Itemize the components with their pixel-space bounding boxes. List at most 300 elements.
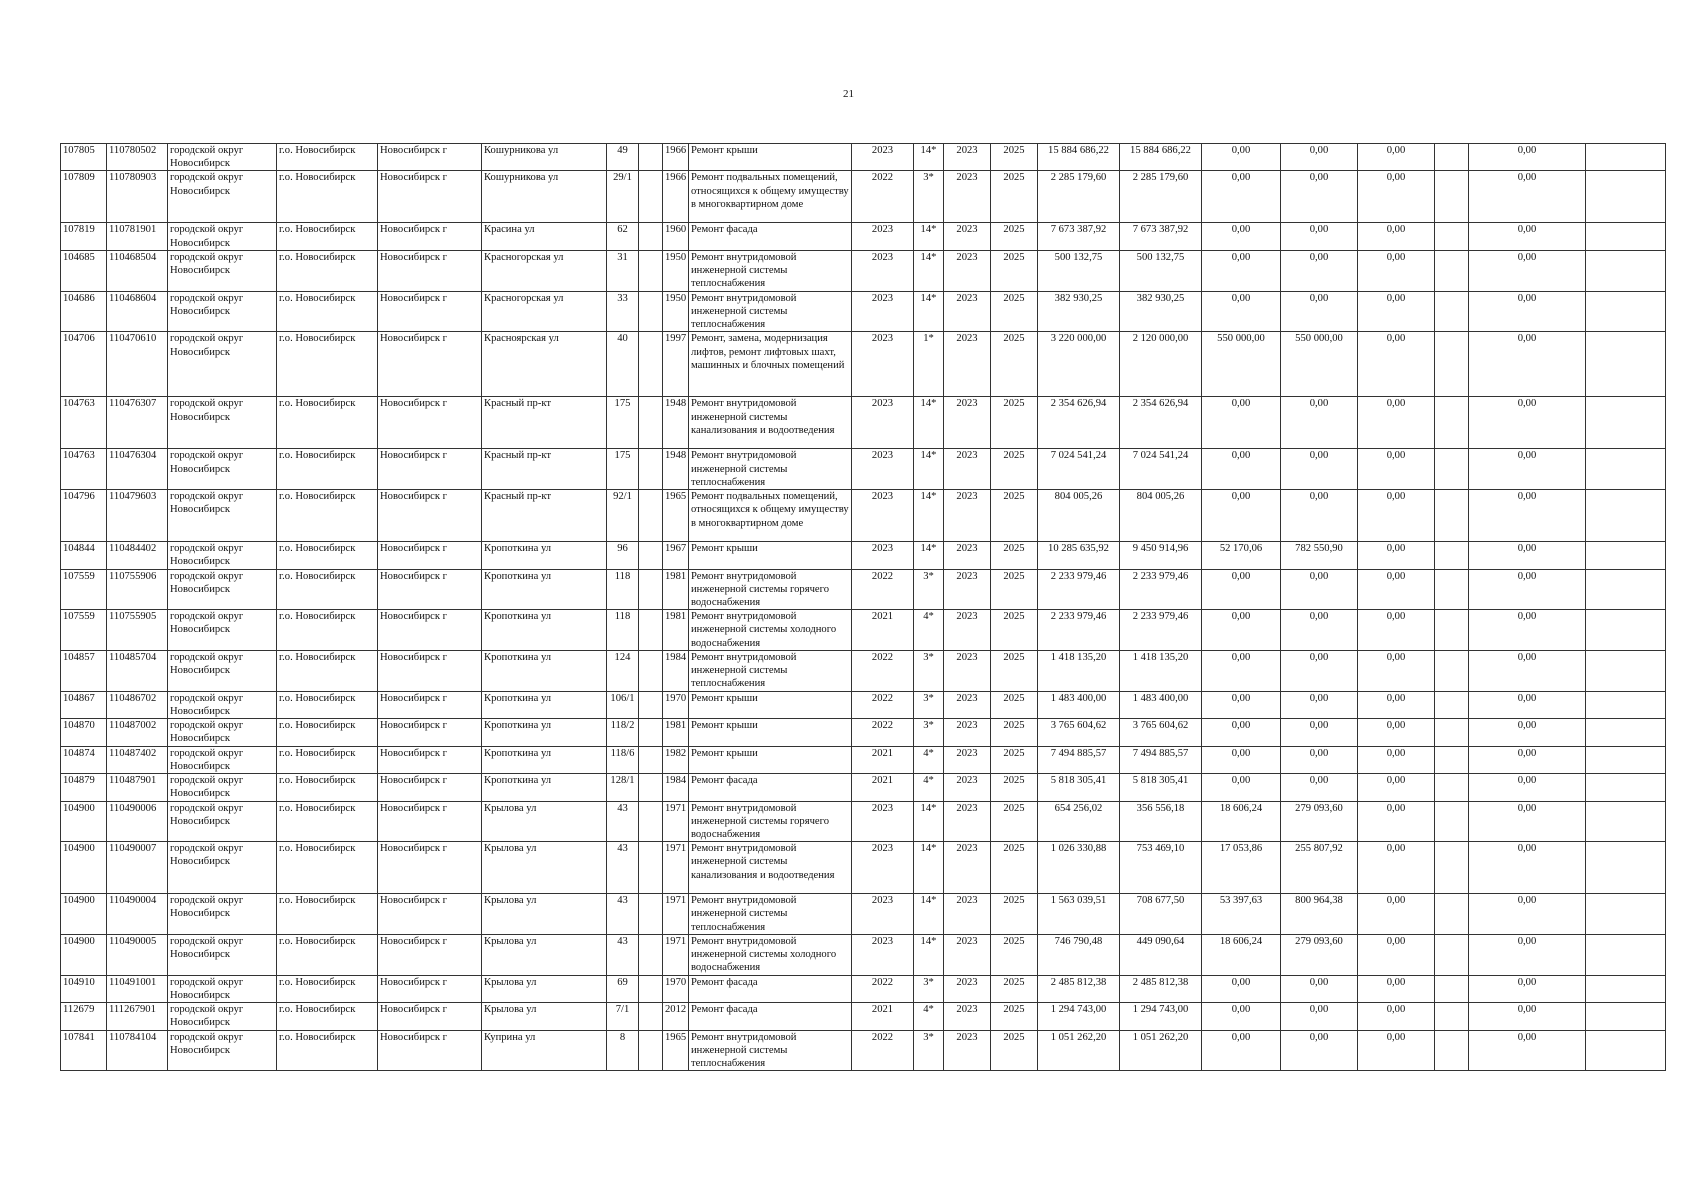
cell-note-code: 14* <box>914 397 944 449</box>
cell-building-extra <box>639 934 663 975</box>
cell-budget-cost-a: 0,00 <box>1202 1003 1281 1030</box>
cell-year-built: 1948 <box>663 397 689 449</box>
cell-fund-cost: 2 233 979,46 <box>1120 610 1202 651</box>
cell-record-id: 110755906 <box>107 569 168 610</box>
cell-house-id: 104857 <box>61 650 107 691</box>
table-row <box>61 1003 1666 1030</box>
cell-street: Крылова ул <box>482 934 607 975</box>
cell-street: Кропоткина ул <box>482 569 607 610</box>
cell-record-id: 110476304 <box>107 449 168 490</box>
cell-work-type: Ремонт внутридомовой инженерной системы канализования и водоотведения <box>689 397 852 449</box>
cell-budget-cost-b: 0,00 <box>1281 569 1358 610</box>
cell-total-cost: 2 233 979,46 <box>1038 569 1120 610</box>
cell-other-cost-c: 0,00 <box>1469 934 1586 975</box>
cell-start-year: 2023 <box>944 1030 991 1071</box>
cell-budget-cost-b: 0,00 <box>1281 1003 1358 1030</box>
cell-fund-cost: 7 494 885,57 <box>1120 746 1202 773</box>
cell-house-id: 104685 <box>61 250 107 291</box>
cell-house-id: 104900 <box>61 801 107 842</box>
cell-end-year: 2025 <box>991 934 1038 975</box>
cell-building-extra <box>639 842 663 894</box>
cell-other-cost-b <box>1435 842 1469 894</box>
cell-building-extra <box>639 569 663 610</box>
cell-record-id: 110487901 <box>107 774 168 801</box>
cell-total-cost: 654 256,02 <box>1038 801 1120 842</box>
cell-building-extra <box>639 397 663 449</box>
cell-year-built: 1965 <box>663 490 689 542</box>
cell-start-year: 2023 <box>944 332 991 397</box>
cell-total-cost: 2 354 626,94 <box>1038 397 1120 449</box>
cell-year-built: 1971 <box>663 934 689 975</box>
cell-planned-year: 2021 <box>852 1003 914 1030</box>
cell-note-code: 14* <box>914 223 944 250</box>
cell-building-extra <box>639 894 663 935</box>
cell-total-cost: 1 026 330,88 <box>1038 842 1120 894</box>
cell-total-cost: 15 884 686,22 <box>1038 144 1120 171</box>
cell-house-id: 107819 <box>61 223 107 250</box>
cell-start-year: 2023 <box>944 1003 991 1030</box>
cell-house-number: 118 <box>607 610 639 651</box>
cell-extra <box>1586 449 1666 490</box>
cell-extra <box>1586 542 1666 569</box>
cell-work-type: Ремонт крыши <box>689 144 852 171</box>
cell-extra <box>1586 719 1666 746</box>
cell-fund-cost: 449 090,64 <box>1120 934 1202 975</box>
cell-city: Новосибирск г <box>378 332 482 397</box>
cell-budget-cost-b: 0,00 <box>1281 171 1358 223</box>
cell-fund-cost: 1 418 135,20 <box>1120 650 1202 691</box>
cell-budget-cost-b: 550 000,00 <box>1281 332 1358 397</box>
cell-street: Кропоткина ул <box>482 746 607 773</box>
cell-municipality: городской округ Новосибирск <box>168 1003 277 1030</box>
cell-other-cost-a: 0,00 <box>1358 1003 1435 1030</box>
cell-municipality: городской округ Новосибирск <box>168 719 277 746</box>
cell-record-id: 110781901 <box>107 223 168 250</box>
cell-building-extra <box>639 542 663 569</box>
cell-other-cost-c: 0,00 <box>1469 774 1586 801</box>
cell-city: Новосибирск г <box>378 691 482 718</box>
cell-municipality: городской округ Новосибирск <box>168 774 277 801</box>
cell-fund-cost: 5 818 305,41 <box>1120 774 1202 801</box>
cell-total-cost: 10 285 635,92 <box>1038 542 1120 569</box>
cell-total-cost: 2 233 979,46 <box>1038 610 1120 651</box>
cell-municipal-short: г.о. Новосибирск <box>277 490 378 542</box>
cell-city: Новосибирск г <box>378 774 482 801</box>
cell-building-extra <box>639 719 663 746</box>
cell-year-built: 1971 <box>663 842 689 894</box>
cell-work-type: Ремонт внутридомовой инженерной системы теплоснабжения <box>689 250 852 291</box>
cell-planned-year: 2021 <box>852 610 914 651</box>
cell-work-type: Ремонт внутридомовой инженерной системы горячего водоснабжения <box>689 801 852 842</box>
cell-other-cost-c: 0,00 <box>1469 746 1586 773</box>
cell-other-cost-c: 0,00 <box>1469 975 1586 1002</box>
cell-total-cost: 1 294 743,00 <box>1038 1003 1120 1030</box>
cell-house-id: 104867 <box>61 691 107 718</box>
cell-end-year: 2025 <box>991 1030 1038 1071</box>
cell-other-cost-c: 0,00 <box>1469 894 1586 935</box>
cell-extra <box>1586 1003 1666 1030</box>
cell-budget-cost-b: 0,00 <box>1281 397 1358 449</box>
cell-end-year: 2025 <box>991 397 1038 449</box>
cell-budget-cost-a: 0,00 <box>1202 291 1281 332</box>
cell-note-code: 14* <box>914 490 944 542</box>
cell-house-number: 43 <box>607 842 639 894</box>
cell-planned-year: 2023 <box>852 223 914 250</box>
cell-extra <box>1586 291 1666 332</box>
cell-municipality: городской округ Новосибирск <box>168 542 277 569</box>
cell-street: Кропоткина ул <box>482 542 607 569</box>
table-row <box>61 650 1666 691</box>
cell-street: Крылова ул <box>482 1003 607 1030</box>
cell-budget-cost-a: 0,00 <box>1202 449 1281 490</box>
cell-total-cost: 7 494 885,57 <box>1038 746 1120 773</box>
cell-note-code: 4* <box>914 1003 944 1030</box>
cell-street: Красный пр-кт <box>482 397 607 449</box>
cell-other-cost-c: 0,00 <box>1469 332 1586 397</box>
cell-work-type: Ремонт внутридомовой инженерной системы теплоснабжения <box>689 449 852 490</box>
cell-record-id: 110490007 <box>107 842 168 894</box>
cell-other-cost-b <box>1435 569 1469 610</box>
cell-planned-year: 2023 <box>852 332 914 397</box>
cell-budget-cost-a: 52 170,06 <box>1202 542 1281 569</box>
cell-work-type: Ремонт крыши <box>689 746 852 773</box>
table-body <box>61 144 1666 1071</box>
cell-municipality: городской округ Новосибирск <box>168 975 277 1002</box>
cell-street: Кропоткина ул <box>482 610 607 651</box>
cell-year-built: 1950 <box>663 291 689 332</box>
cell-municipal-short: г.о. Новосибирск <box>277 894 378 935</box>
cell-record-id: 110486702 <box>107 691 168 718</box>
cell-municipal-short: г.о. Новосибирск <box>277 397 378 449</box>
cell-year-built: 1984 <box>663 774 689 801</box>
cell-work-type: Ремонт внутридомовой инженерной системы теплоснабжения <box>689 894 852 935</box>
cell-municipal-short: г.о. Новосибирск <box>277 719 378 746</box>
cell-budget-cost-a: 0,00 <box>1202 144 1281 171</box>
cell-building-extra <box>639 1003 663 1030</box>
cell-house-number: 175 <box>607 397 639 449</box>
cell-fund-cost: 15 884 686,22 <box>1120 144 1202 171</box>
cell-note-code: 14* <box>914 144 944 171</box>
cell-note-code: 3* <box>914 691 944 718</box>
cell-house-number: 92/1 <box>607 490 639 542</box>
cell-building-extra <box>639 449 663 490</box>
cell-total-cost: 804 005,26 <box>1038 490 1120 542</box>
cell-other-cost-a: 0,00 <box>1358 610 1435 651</box>
cell-start-year: 2023 <box>944 144 991 171</box>
cell-other-cost-c: 0,00 <box>1469 397 1586 449</box>
cell-house-id: 104900 <box>61 934 107 975</box>
cell-year-built: 1970 <box>663 691 689 718</box>
cell-street: Куприна ул <box>482 1030 607 1071</box>
cell-record-id: 110491001 <box>107 975 168 1002</box>
cell-other-cost-a: 0,00 <box>1358 332 1435 397</box>
cell-other-cost-b <box>1435 171 1469 223</box>
cell-work-type: Ремонт крыши <box>689 542 852 569</box>
cell-city: Новосибирск г <box>378 171 482 223</box>
cell-city: Новосибирск г <box>378 650 482 691</box>
cell-budget-cost-a: 0,00 <box>1202 746 1281 773</box>
cell-planned-year: 2022 <box>852 569 914 610</box>
cell-note-code: 1* <box>914 332 944 397</box>
cell-house-number: 69 <box>607 975 639 1002</box>
cell-city: Новосибирск г <box>378 719 482 746</box>
cell-municipality: городской округ Новосибирск <box>168 144 277 171</box>
cell-other-cost-b <box>1435 490 1469 542</box>
cell-other-cost-a: 0,00 <box>1358 691 1435 718</box>
cell-start-year: 2023 <box>944 894 991 935</box>
cell-budget-cost-b: 0,00 <box>1281 1030 1358 1071</box>
cell-budget-cost-a: 17 053,86 <box>1202 842 1281 894</box>
cell-budget-cost-b: 255 807,92 <box>1281 842 1358 894</box>
cell-municipality: городской округ Новосибирск <box>168 171 277 223</box>
cell-house-id: 104874 <box>61 746 107 773</box>
table-row <box>61 223 1666 250</box>
cell-municipality: городской округ Новосибирск <box>168 1030 277 1071</box>
cell-other-cost-a: 0,00 <box>1358 1030 1435 1071</box>
cell-municipal-short: г.о. Новосибирск <box>277 223 378 250</box>
cell-budget-cost-b: 279 093,60 <box>1281 934 1358 975</box>
cell-city: Новосибирск г <box>378 569 482 610</box>
cell-city: Новосибирск г <box>378 801 482 842</box>
cell-other-cost-b <box>1435 650 1469 691</box>
cell-record-id: 110755905 <box>107 610 168 651</box>
cell-city: Новосибирск г <box>378 449 482 490</box>
cell-house-id: 104900 <box>61 842 107 894</box>
cell-fund-cost: 708 677,50 <box>1120 894 1202 935</box>
cell-work-type: Ремонт, замена, модернизация лифтов, ремонт лифтовых шахт, машинных и блочных помещений <box>689 332 852 397</box>
cell-house-id: 104796 <box>61 490 107 542</box>
cell-budget-cost-a: 0,00 <box>1202 223 1281 250</box>
cell-total-cost: 1 563 039,51 <box>1038 894 1120 935</box>
cell-total-cost: 1 483 400,00 <box>1038 691 1120 718</box>
cell-extra <box>1586 223 1666 250</box>
cell-end-year: 2025 <box>991 542 1038 569</box>
cell-budget-cost-a: 0,00 <box>1202 250 1281 291</box>
cell-building-extra <box>639 650 663 691</box>
cell-municipality: городской округ Новосибирск <box>168 934 277 975</box>
cell-year-built: 1965 <box>663 1030 689 1071</box>
cell-start-year: 2023 <box>944 719 991 746</box>
cell-fund-cost: 2 120 000,00 <box>1120 332 1202 397</box>
cell-city: Новосибирск г <box>378 934 482 975</box>
cell-city: Новосибирск г <box>378 746 482 773</box>
cell-building-extra <box>639 746 663 773</box>
cell-other-cost-a: 0,00 <box>1358 171 1435 223</box>
cell-record-id: 110490005 <box>107 934 168 975</box>
cell-year-built: 1971 <box>663 894 689 935</box>
cell-budget-cost-a: 0,00 <box>1202 569 1281 610</box>
cell-other-cost-a: 0,00 <box>1358 291 1435 332</box>
cell-planned-year: 2023 <box>852 144 914 171</box>
cell-house-id: 104844 <box>61 542 107 569</box>
cell-work-type: Ремонт фасада <box>689 774 852 801</box>
cell-note-code: 3* <box>914 171 944 223</box>
cell-other-cost-b <box>1435 223 1469 250</box>
cell-extra <box>1586 801 1666 842</box>
cell-street: Кошурникова ул <box>482 144 607 171</box>
table-row <box>61 397 1666 449</box>
cell-fund-cost: 2 354 626,94 <box>1120 397 1202 449</box>
cell-end-year: 2025 <box>991 490 1038 542</box>
cell-note-code: 14* <box>914 291 944 332</box>
cell-planned-year: 2023 <box>852 490 914 542</box>
cell-fund-cost: 3 765 604,62 <box>1120 719 1202 746</box>
cell-start-year: 2023 <box>944 801 991 842</box>
cell-other-cost-b <box>1435 542 1469 569</box>
cell-house-number: 62 <box>607 223 639 250</box>
cell-street: Крылова ул <box>482 975 607 1002</box>
cell-other-cost-b <box>1435 1003 1469 1030</box>
cell-building-extra <box>639 975 663 1002</box>
cell-budget-cost-b: 800 964,38 <box>1281 894 1358 935</box>
cell-extra <box>1586 171 1666 223</box>
cell-total-cost: 5 818 305,41 <box>1038 774 1120 801</box>
cell-house-id: 104706 <box>61 332 107 397</box>
cell-house-number: 175 <box>607 449 639 490</box>
cell-total-cost: 7 024 541,24 <box>1038 449 1120 490</box>
cell-planned-year: 2023 <box>852 842 914 894</box>
cell-other-cost-a: 0,00 <box>1358 449 1435 490</box>
cell-other-cost-c: 0,00 <box>1469 223 1586 250</box>
cell-planned-year: 2022 <box>852 719 914 746</box>
table-row <box>61 801 1666 842</box>
cell-fund-cost: 2 233 979,46 <box>1120 569 1202 610</box>
cell-budget-cost-b: 782 550,90 <box>1281 542 1358 569</box>
cell-street: Крылова ул <box>482 801 607 842</box>
cell-planned-year: 2022 <box>852 975 914 1002</box>
cell-city: Новосибирск г <box>378 975 482 1002</box>
cell-municipal-short: г.о. Новосибирск <box>277 542 378 569</box>
cell-planned-year: 2022 <box>852 171 914 223</box>
cell-extra <box>1586 250 1666 291</box>
cell-budget-cost-a: 0,00 <box>1202 397 1281 449</box>
cell-municipal-short: г.о. Новосибирск <box>277 650 378 691</box>
cell-total-cost: 3 220 000,00 <box>1038 332 1120 397</box>
table-row <box>61 746 1666 773</box>
cell-building-extra <box>639 144 663 171</box>
cell-budget-cost-a: 0,00 <box>1202 774 1281 801</box>
cell-house-id: 107559 <box>61 610 107 651</box>
cell-fund-cost: 753 469,10 <box>1120 842 1202 894</box>
cell-house-number: 128/1 <box>607 774 639 801</box>
cell-other-cost-a: 0,00 <box>1358 746 1435 773</box>
cell-note-code: 14* <box>914 542 944 569</box>
cell-municipal-short: г.о. Новосибирск <box>277 569 378 610</box>
cell-note-code: 4* <box>914 774 944 801</box>
cell-other-cost-b <box>1435 449 1469 490</box>
cell-other-cost-a: 0,00 <box>1358 250 1435 291</box>
cell-house-id: 104910 <box>61 975 107 1002</box>
cell-other-cost-a: 0,00 <box>1358 650 1435 691</box>
cell-other-cost-c: 0,00 <box>1469 1030 1586 1071</box>
cell-fund-cost: 356 556,18 <box>1120 801 1202 842</box>
cell-house-number: 43 <box>607 934 639 975</box>
cell-year-built: 1966 <box>663 171 689 223</box>
cell-end-year: 2025 <box>991 719 1038 746</box>
cell-record-id: 110470610 <box>107 332 168 397</box>
cell-house-number: 96 <box>607 542 639 569</box>
cell-planned-year: 2021 <box>852 774 914 801</box>
cell-street: Кропоткина ул <box>482 774 607 801</box>
cell-building-extra <box>639 171 663 223</box>
table-row <box>61 894 1666 935</box>
cell-other-cost-a: 0,00 <box>1358 719 1435 746</box>
cell-end-year: 2025 <box>991 144 1038 171</box>
cell-house-number: 49 <box>607 144 639 171</box>
cell-total-cost: 1 418 135,20 <box>1038 650 1120 691</box>
cell-municipal-short: г.о. Новосибирск <box>277 934 378 975</box>
cell-municipal-short: г.о. Новосибирск <box>277 449 378 490</box>
cell-note-code: 14* <box>914 934 944 975</box>
cell-start-year: 2023 <box>944 774 991 801</box>
cell-end-year: 2025 <box>991 801 1038 842</box>
cell-other-cost-a: 0,00 <box>1358 774 1435 801</box>
cell-budget-cost-b: 0,00 <box>1281 774 1358 801</box>
cell-other-cost-a: 0,00 <box>1358 569 1435 610</box>
cell-record-id: 110784104 <box>107 1030 168 1071</box>
cell-other-cost-c: 0,00 <box>1469 719 1586 746</box>
cell-start-year: 2023 <box>944 449 991 490</box>
cell-city: Новосибирск г <box>378 1003 482 1030</box>
cell-end-year: 2025 <box>991 975 1038 1002</box>
cell-start-year: 2023 <box>944 934 991 975</box>
cell-municipal-short: г.о. Новосибирск <box>277 1003 378 1030</box>
cell-budget-cost-a: 0,00 <box>1202 975 1281 1002</box>
cell-municipality: городской округ Новосибирск <box>168 610 277 651</box>
cell-municipal-short: г.о. Новосибирск <box>277 144 378 171</box>
cell-extra <box>1586 650 1666 691</box>
cell-city: Новосибирск г <box>378 291 482 332</box>
cell-start-year: 2023 <box>944 610 991 651</box>
cell-street: Красина ул <box>482 223 607 250</box>
cell-start-year: 2023 <box>944 291 991 332</box>
cell-extra <box>1586 144 1666 171</box>
cell-budget-cost-b: 0,00 <box>1281 610 1358 651</box>
cell-extra <box>1586 746 1666 773</box>
table-row <box>61 1030 1666 1071</box>
cell-total-cost: 382 930,25 <box>1038 291 1120 332</box>
cell-house-id: 107841 <box>61 1030 107 1071</box>
cell-house-id: 107809 <box>61 171 107 223</box>
cell-other-cost-c: 0,00 <box>1469 449 1586 490</box>
cell-other-cost-b <box>1435 250 1469 291</box>
cell-total-cost: 2 285 179,60 <box>1038 171 1120 223</box>
cell-planned-year: 2023 <box>852 801 914 842</box>
cell-end-year: 2025 <box>991 842 1038 894</box>
table-row <box>61 332 1666 397</box>
table-row <box>61 610 1666 651</box>
cell-work-type: Ремонт внутридомовой инженерной системы горячего водоснабжения <box>689 569 852 610</box>
cell-other-cost-a: 0,00 <box>1358 801 1435 842</box>
cell-house-id: 107559 <box>61 569 107 610</box>
cell-house-number: 7/1 <box>607 1003 639 1030</box>
cell-year-built: 1981 <box>663 719 689 746</box>
cell-work-type: Ремонт фасада <box>689 223 852 250</box>
cell-end-year: 2025 <box>991 894 1038 935</box>
cell-budget-cost-a: 0,00 <box>1202 650 1281 691</box>
cell-house-number: 118/6 <box>607 746 639 773</box>
cell-work-type: Ремонт фасада <box>689 1003 852 1030</box>
cell-note-code: 14* <box>914 449 944 490</box>
cell-other-cost-c: 0,00 <box>1469 801 1586 842</box>
cell-work-type: Ремонт крыши <box>689 691 852 718</box>
cell-house-number: 118 <box>607 569 639 610</box>
cell-record-id: 110490004 <box>107 894 168 935</box>
cell-extra <box>1586 397 1666 449</box>
cell-extra <box>1586 691 1666 718</box>
cell-planned-year: 2023 <box>852 397 914 449</box>
cell-street: Красноярская ул <box>482 332 607 397</box>
